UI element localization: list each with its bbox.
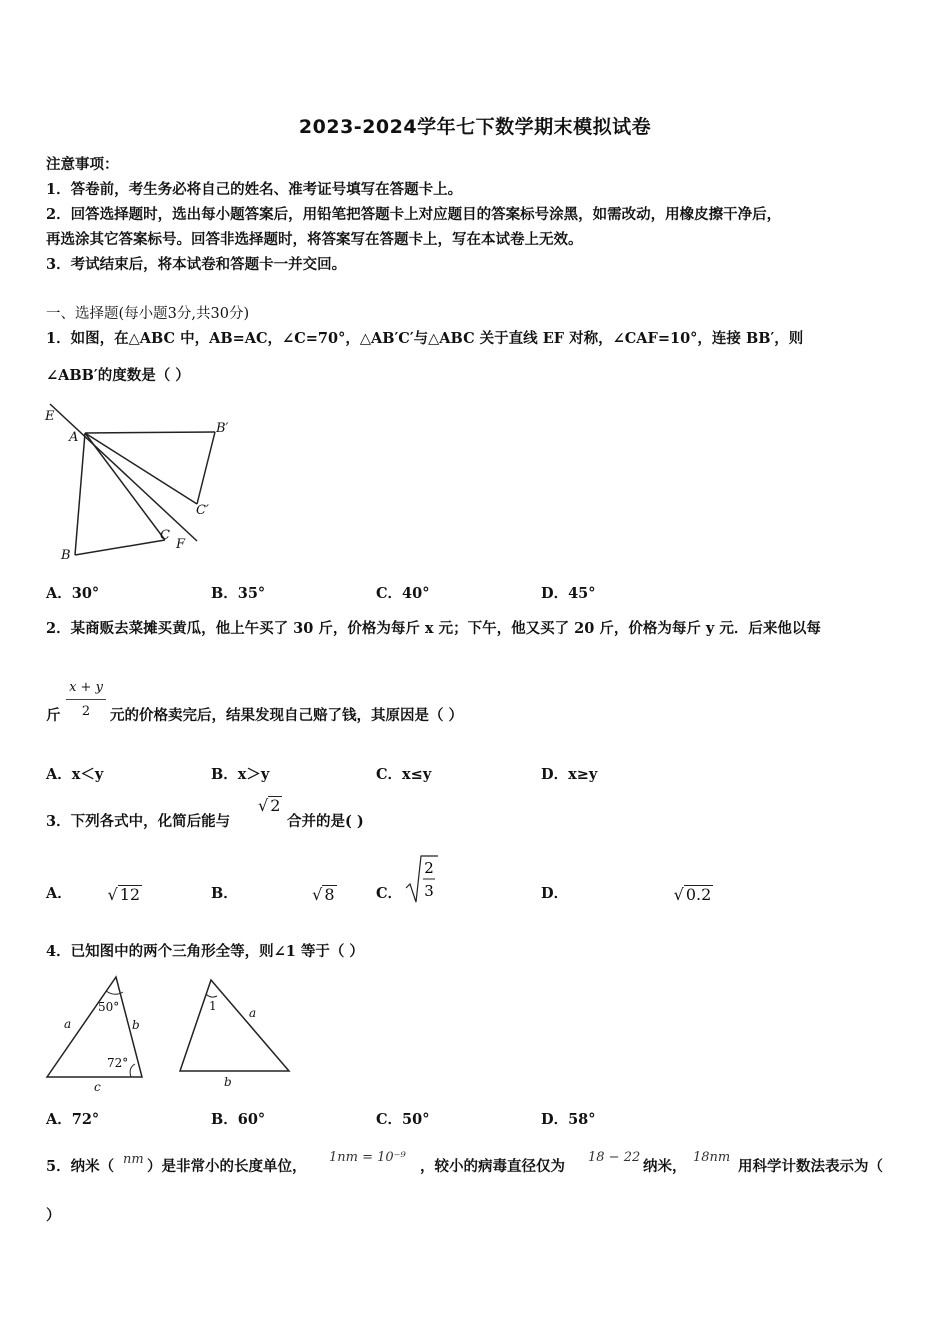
q4-figure [40,970,300,1095]
label-b: B [61,548,71,563]
q4-option-b: B．60° [211,1111,266,1128]
q3-option-d-sqrt: √ 0.2 [673,885,712,904]
q5-text-5: 用科学计数法表示为（ [738,1158,883,1175]
label-b-prime: B′ [216,421,229,436]
q4-option-a: A．72° [46,1111,100,1128]
tri1-label-b: b [132,1018,140,1032]
segment-ac-prime [85,433,197,504]
q1-option-a: A．30° [46,585,100,602]
q5-text-end: ） [46,1207,61,1224]
label-c-prime: C′ [196,503,209,518]
q3-option-c-den: 3 [424,882,434,900]
q3-text: 3．下列各式中，化简后能与 [46,813,231,830]
q5-value: 18nm [693,1150,731,1165]
q5-text-1: 5．纳米（ [46,1158,115,1175]
q5-unit-nm: nm [123,1152,144,1167]
triangle-right [180,980,289,1071]
segment-b-prime-c-prime [197,432,215,504]
q5-range: 18 − 22 [588,1150,641,1165]
tri1-label-a: a [64,1017,72,1031]
label-e: E [45,409,55,424]
segment-bc [75,540,165,555]
q2-fraction-numerator: x + y [69,680,103,695]
q2-fraction-denominator: 2 [81,704,91,719]
q3-option-b-label: B． [211,885,238,902]
label-c: C [160,528,170,543]
q1-option-c: C．40° [376,585,430,602]
q2-option-a: A．x＜y [46,766,104,783]
segment-ab [75,433,85,555]
segment-ab-prime [85,432,215,433]
notice-item-3: 3．考试结束后，将本试卷和答题卡一并交回。 [46,256,347,273]
page-title: 2023-2024学年七下数学期末模拟试卷 [298,116,652,138]
q1-option-b: B．35° [211,585,266,602]
q5-text-3: ，较小的病毒直径仅为 [420,1158,565,1175]
q2-text: 2．某商贩去菜摊买黄瓜，他上午买了 30 斤，价格为每斤 x 元；下午，他又买了 20 斤，价格为每斤 y 元．后来他以每 [46,620,821,637]
q5-text-4: 纳米， [643,1158,687,1175]
q2-prefix: 斤 [46,707,61,724]
q3-option-d-label: D． [541,885,569,902]
notice-item-1: 1．答卷前，考生务必将自己的姓名、准考证号填写在答题卡上。 [46,181,463,198]
tri1-angle-right: 72° [107,1056,129,1070]
notice-item-2-cont: 再选涂其它答案标号。回答非选择题时，将答案写在答题卡上，写在本试卷上无效。 [46,231,583,248]
q3-sqrt-2: √ 2 [258,796,281,815]
label-a: A [69,430,79,445]
q2-fraction-bar [66,699,106,700]
q1-figure [40,396,250,566]
line-ef [50,404,197,541]
q4-option-c: C．50° [376,1111,430,1128]
section-heading: 一、选择题(每小题3分,共30分) [46,306,250,322]
q3-option-c-label: C． [376,885,403,902]
angle-arc-1 [206,994,217,997]
q3-text-cont: 合并的是( ) [287,813,364,830]
q4-option-d: D．58° [541,1111,596,1128]
q1-text-cont: ∠ABB′的度数是（ ） [46,367,190,384]
q2-text-cont: 元的价格卖完后，结果发现自己赔了钱，其原因是（ ） [110,707,464,724]
q3-option-a-label: A． [46,885,72,902]
q2-option-b: B．x＞y [211,766,270,783]
q3-option-c-num: 2 [424,859,434,877]
q4-text: 4．已知图中的两个三角形全等，则∠1 等于（ ） [46,943,364,960]
label-f: F [176,537,186,552]
q5-formula: 1nm = 10⁻⁹ [329,1150,406,1165]
notice-heading: 注意事项： [46,156,119,173]
q2-option-c: C．x≤y [376,766,432,783]
q1-text: 1．如图，在△ABC 中，AB=AC，∠C=70°，△AB′C′与△ABC 关于直线 EF 对称，∠CAF=10°，连接 BB′，则 [46,330,804,347]
q3-option-b-sqrt: √ 8 [312,885,335,904]
q5-text-2: ）是非常小的长度单位， [147,1158,307,1175]
angle-arc-72 [130,1064,135,1077]
q1-option-d: D．45° [541,585,596,602]
tri2-label-a: a [249,1006,257,1020]
tri2-label-b: b [224,1075,232,1089]
tri1-angle-top: 50° [98,1000,120,1014]
q3-option-a-sqrt: √ 12 [107,885,141,904]
segment-ac [85,433,165,540]
tri1-label-c: c [94,1080,101,1094]
tri2-angle-1: 1 [209,999,217,1013]
q2-option-d: D．x≥y [541,766,598,783]
q3-option-c-sqrt [404,852,440,908]
notice-item-2: 2．回答选择题时，选出每小题答案后，用铅笔把答题卡上对应题目的答案标号涂黑，如需改动，用橡皮擦干净后， [46,206,782,223]
